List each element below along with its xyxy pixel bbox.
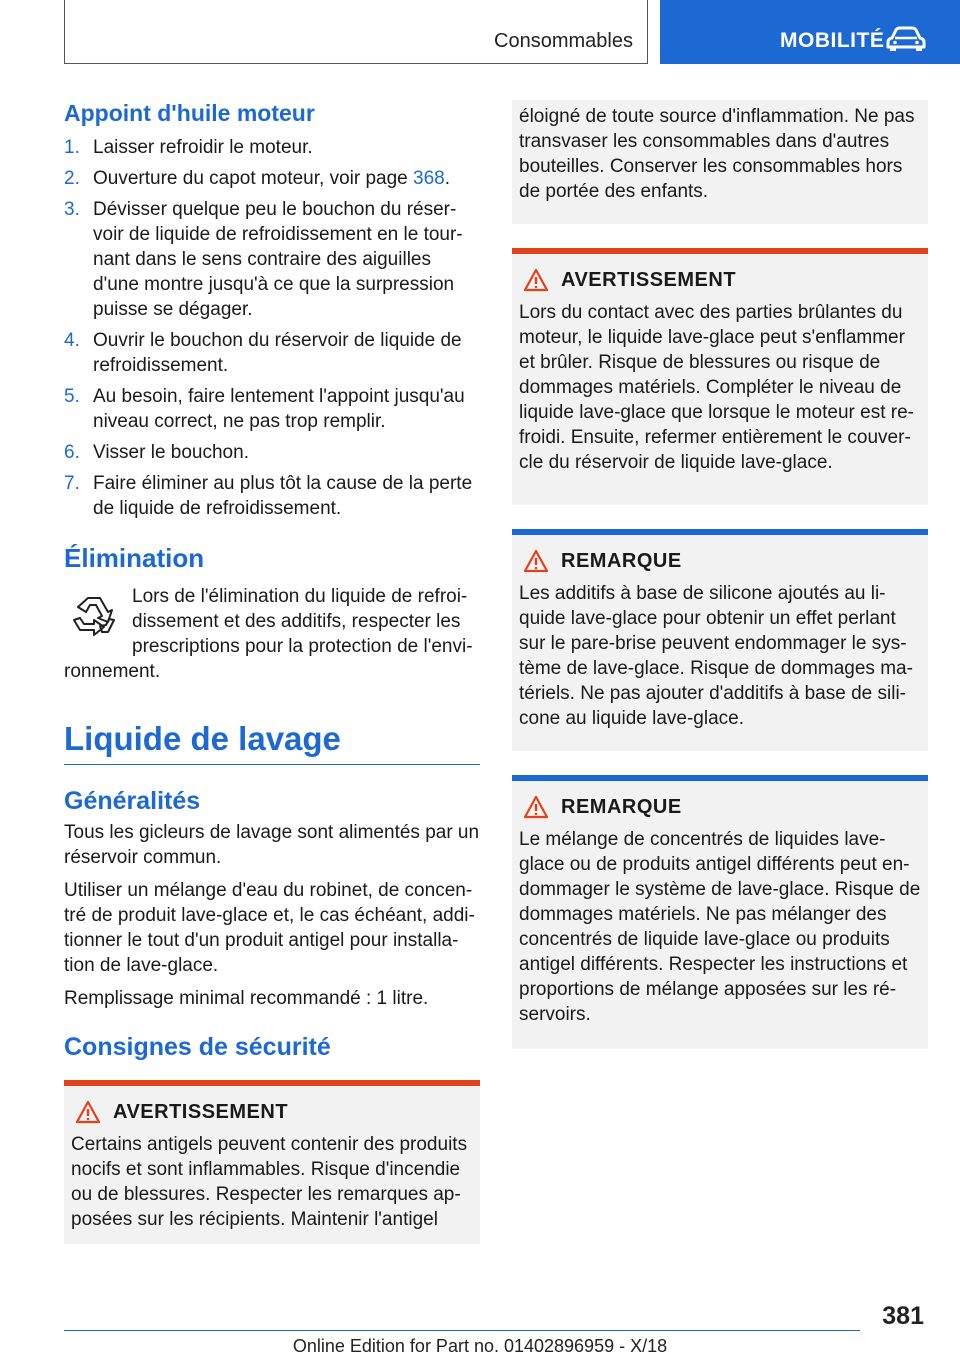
list-item: 4. Ouvrir le bouchon du réservoir de liquide de refroidissement.: [64, 330, 462, 376]
page-link[interactable]: 368: [413, 168, 445, 189]
heading-washer-fluid: Liquide de lavage: [64, 720, 480, 765]
list-item: 5. Au besoin, faire lentement l'appoint jusqu'au niveau correct, ne pas trop remplir.: [64, 386, 465, 432]
heading-safety: Consignes de sécurité: [64, 1033, 331, 1061]
paragraph: Tous les gicleurs de lavage sont alimentés par un réservoir commun.: [64, 822, 480, 868]
list-item: 3. Dévisser quelque peu le bouchon du réser-voir de liquide de refroidissement en le tour-nant dans le sens contraire des aiguilles d'une montre jusqu'à ce que la surpression puisse se dégager.: [64, 199, 463, 320]
heading-elimination: Élimination: [64, 543, 205, 573]
steps-list: [64, 135, 480, 521]
warning-bar: [64, 1080, 480, 1086]
right-column: [512, 100, 928, 1049]
paragraph: Utiliser un mélange d'eau du robinet, de concen-tré de produit lave-glace et, le cas échéant, addi-tionner le tout d'un produit antigel pour installa-tion de lave-glace.: [64, 880, 475, 976]
box-title: AVERTISSEMENT: [113, 1100, 289, 1123]
list-item: 2. Ouverture du capot moteur, voir page 368.: [64, 168, 450, 189]
left-column: [64, 100, 480, 1244]
warning-bar: [512, 248, 928, 254]
elimination-text: Lors de l'élimination du liquide de refroi-dissement et des additifs, respecter les prescriptions pour la protection de l'envi-ronnement.: [64, 586, 473, 682]
warning-box-continued: [512, 100, 928, 224]
box-title: REMARQUE: [561, 795, 682, 818]
recycle-icon: [66, 590, 122, 646]
box-text: éloigné de toute source d'inflammation. Ne pas transvaser les consommables dans d'autres bouteilles. Conserver les consommables hors de portée des enfants.: [519, 106, 915, 202]
box-title: REMARQUE: [561, 549, 682, 572]
box-title: AVERTISSEMENT: [561, 268, 737, 291]
box-text: Les additifs à base de silicone ajoutés au li-quide lave-glace pour obtenir un effet perlant sur le pare-brise peuvent endommager le sys-tème de lave-glace. Risque de dommages ma-tériels. Ne pas ajouter d'additifs à base de sili-cone au liquide lave-glace.: [519, 583, 913, 729]
list-item: 6. Visser le bouchon.: [64, 442, 249, 463]
chapter-title: MOBILITÉ: [780, 29, 885, 52]
section-title: Consommables: [494, 30, 633, 52]
list-item: 1. Laisser refroidir le moteur.: [64, 137, 313, 158]
header-section-box: [64, 0, 648, 64]
warning-icon: [523, 549, 549, 573]
chapter-tab[interactable]: [660, 0, 960, 64]
warning-box: [512, 248, 928, 505]
heading-oil: Appoint d'huile moteur: [64, 100, 315, 126]
warning-icon: [523, 268, 549, 292]
notice-bar: [512, 775, 928, 781]
notice-box: [512, 775, 928, 1049]
footer-edition: Online Edition for Part no. 01402896959 - X/18: [292, 1336, 668, 1356]
warning-icon: [75, 1100, 101, 1124]
notice-bar: [512, 529, 928, 535]
warning-icon: [523, 795, 549, 819]
elimination-block: [64, 584, 480, 684]
notice-box: [512, 529, 928, 751]
car-icon: [886, 26, 926, 52]
box-text: Lors du contact avec des parties brûlantes du moteur, le liquide lave-glace peut s'enflammer et brûler. Risque de blessures ou risque de dommages matériels. Compléter le niveau de liquide lave-glace que lorsque le moteur est re-froidi. Ensuite, refermer entièrement le couver-cle du réservoir de liquide lave-glace.: [519, 302, 914, 473]
box-text: Le mélange de concentrés de liquides lave-glace ou de produits antigel différents peut en-dommager le système de lave-glace. Risque de dommages matériels. Ne pas mélanger des concentrés de liquide lave-glace ou produits antigel différents. Respecter les instructions et proportions de mélange apposées sur les ré-servoirs.: [519, 829, 921, 1025]
box-text: Certains antigels peuvent contenir des produits nocifs et sont inflammables. Risque d'incendie ou de blessures. Respecter les remarques ap-posées sur les récipients. Maintenir l'antigel: [71, 1134, 468, 1230]
page-number: 381: [882, 1302, 924, 1330]
heading-general: Généralités: [64, 787, 201, 815]
list-item: 7. Faire éliminer au plus tôt la cause de la perte de liquide de refroidissement.: [64, 473, 473, 519]
warning-box: [64, 1080, 480, 1244]
paragraph: Remplissage minimal recommandé : 1 litre.: [64, 988, 429, 1009]
footer-divider: [64, 1330, 860, 1331]
